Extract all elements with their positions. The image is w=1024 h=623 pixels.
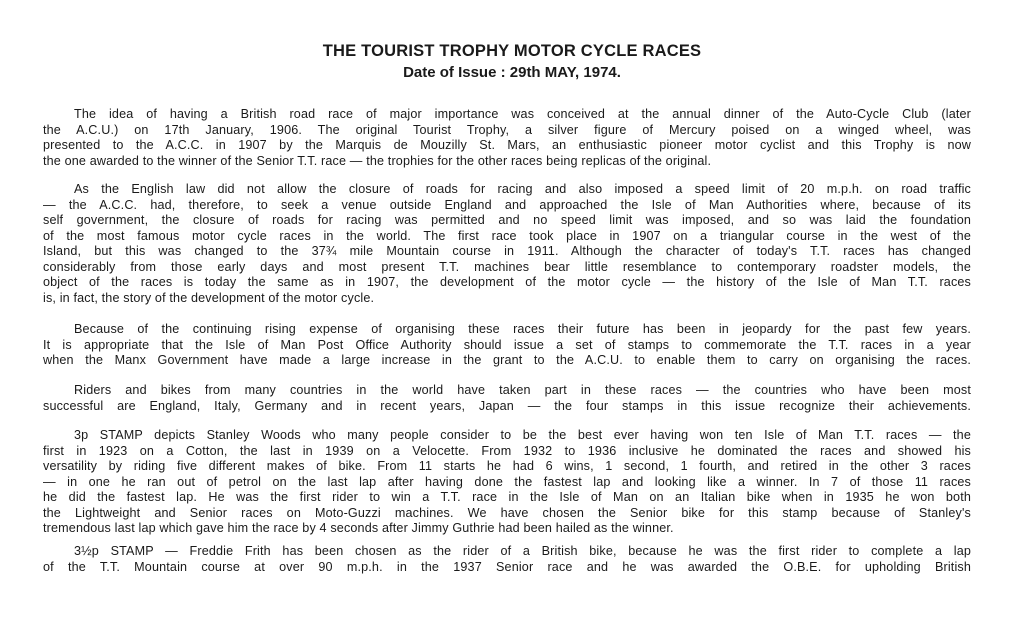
text-line: of the T.T. Mountain course at over 90 m.p.h. in the 1937 Senior race and he was awarded the O.B.E. for upholding British bbox=[43, 559, 971, 574]
text-line: is, in fact, the story of the development of the motor cycle. bbox=[43, 290, 375, 305]
text-line: — in one he ran out of petrol on the last lap after having done the fastest lap and looking like a winner. In 7 of those 11 races bbox=[43, 474, 971, 489]
text-line: Riders and bikes from many countries in the world have taken part in these races — the countries who have been most bbox=[74, 383, 971, 397]
text-line: the one awarded to the winner of the Senior T.T. race — the trophies for the other races being replicas of the original. bbox=[43, 153, 712, 168]
document-title: THE TOURIST TROPHY MOTOR CYCLE RACES bbox=[322, 42, 702, 60]
text-line: versatility by riding five different makes of bike. From 11 starts he had 6 wins, 1 second, 1 fourth, and retired in the other 3 races bbox=[43, 459, 971, 473]
text-line: self government, the closure of roads for racing was permitted and no speed limit was imposed, and so was laid the foundation bbox=[43, 213, 971, 227]
paragraph-3p-stamp bbox=[43, 428, 971, 537]
text-line: As the English law did not allow the closure of roads for racing and also imposed a speed limit of 20 m.p.h. on road traffic bbox=[74, 182, 971, 196]
text-line: object of the races is today the same as in 1907, the development of the motor cycle — the history of the Isle of Man T.T. races bbox=[43, 275, 971, 289]
text-line: 3p STAMP depicts Stanley Woods who many people consider to be the best ever having won ten Isle of Man T.T. races — the bbox=[74, 428, 971, 442]
paragraph-origin bbox=[43, 107, 971, 169]
text-line: The idea of having a British road race of major importance was conceived at the annual dinner of the Auto-Cycle Club (later bbox=[74, 107, 971, 121]
text-line: when the Manx Government have made a large increase in the grant to the A.C.U. to enable them to carry on organising the races. bbox=[43, 353, 971, 367]
text-line: 3½p STAMP — Freddie Frith has been chosen as the rider of a British bike, because he was the first rider to complete a lap bbox=[74, 544, 971, 558]
text-line: considerably from those early days and most present T.T. machines bear little resemblance to contemporary roadster models, the bbox=[43, 259, 971, 274]
paragraph-countries bbox=[43, 383, 971, 414]
date-of-issue: Date of Issue : 29th MAY, 1974. bbox=[403, 64, 621, 81]
text-line: of the most famous motor cycle races in the world. The first race took place in 1907 on a triangular course in the west of the bbox=[43, 228, 971, 243]
text-line: he did the fastest lap. He was the first rider to win a T.T. race in the Isle of Man on an Italian bike when in 1935 he won both bbox=[43, 490, 971, 504]
paragraph-expense bbox=[43, 322, 971, 369]
text-line: tremendous last lap which gave him the race by 4 seconds after Jimmy Guthrie had been hailed as the winner. bbox=[43, 521, 674, 535]
paragraph-3-half-p-stamp bbox=[43, 544, 971, 575]
text-line: Island, but this was changed to the 37¾ mile Mountain course in 1911. Although the character of today's T.T. races has changed bbox=[43, 244, 971, 258]
text-line: presented to the A.C.C. in 1907 by the Marquis de Mouzilly St. Mars, an enthusiastic pioneer motor cyclist and this Trophy is now bbox=[43, 138, 971, 152]
text-line: It is appropriate that the Isle of Man Post Office Authority should issue a set of stamps to commemorate the T.T. races in a year bbox=[43, 337, 971, 352]
text-line: the Lightweight and Senior races on Moto-Guzzi machines. We have chosen the Senior bike for this stamp because of Stanley's bbox=[43, 505, 971, 520]
paragraph-venue bbox=[43, 182, 971, 306]
text-line: Because of the continuing rising expense of organising these races their future has been in jeopardy for the past few years. bbox=[74, 322, 971, 336]
text-line: — the A.C.C. had, therefore, to seek a venue outside England and approached the Isle of Man Authorities where, because of its bbox=[43, 197, 971, 212]
text-line: first in 1923 on a Cotton, the last in 1939 on a Velocette. From 1932 to 1936 inclusive he dominated the races and showed his bbox=[43, 443, 971, 458]
text-line: the A.C.U.) on 17th January, 1906. The original Tourist Trophy, a silver figure of Mercury poised on a winged wheel, was bbox=[43, 122, 971, 137]
text-line: successful are England, Italy, Germany and in recent years, Japan — the four stamps in this issue recognize their achievements. bbox=[43, 398, 971, 413]
